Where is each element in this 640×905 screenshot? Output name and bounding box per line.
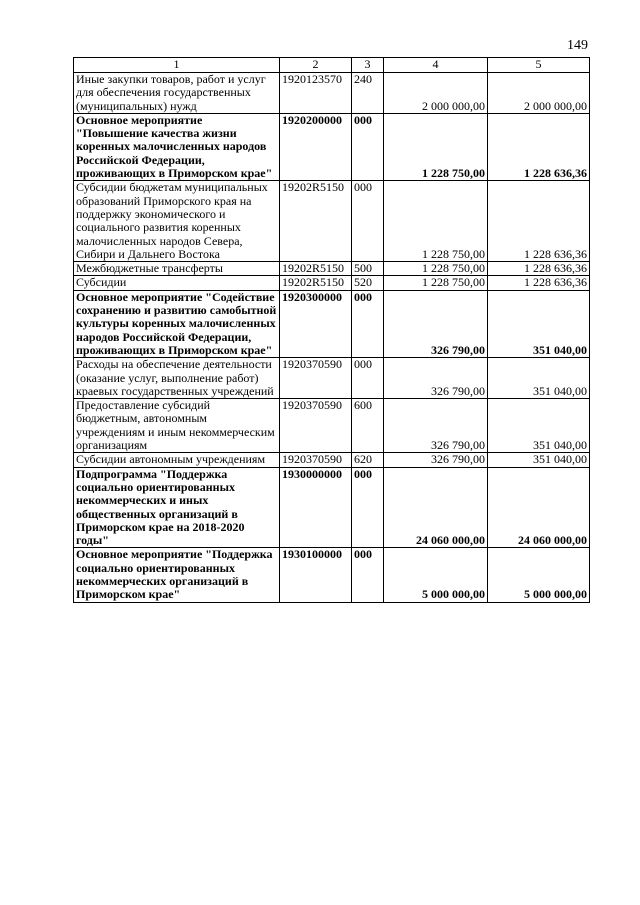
row-name-cell: Расходы на обеспечение деятельности (оказание услуг, выполнение работ) краевых государственных учреждений — [74, 358, 280, 399]
row-sum-2020-cell: 351 040,00 — [488, 453, 590, 467]
row-kind-cell: 620 — [352, 453, 384, 467]
row-sum-2019-cell: 1 228 750,00 — [384, 276, 488, 290]
row-name-cell: Субсидии — [74, 276, 280, 290]
row-kind-cell: 000 — [352, 548, 384, 602]
table-row — [74, 399, 590, 453]
column-header-1: 1 — [74, 58, 280, 73]
row-sum-2019-cell: 326 790,00 — [384, 290, 488, 357]
row-sum-2020-cell: 2 000 000,00 — [488, 73, 590, 114]
row-kind-cell: 500 — [352, 262, 384, 276]
row-sum-2019-cell: 5 000 000,00 — [384, 548, 488, 602]
row-name-cell: Субсидии автономным учреждениям — [74, 453, 280, 467]
table-row — [74, 290, 590, 357]
row-code-cell: 1920370590 — [280, 453, 352, 467]
column-header-5: 5 — [488, 58, 590, 73]
row-sum-2019-cell: 326 790,00 — [384, 399, 488, 453]
row-sum-2019-cell: 1 228 750,00 — [384, 113, 488, 180]
table-row — [74, 73, 590, 114]
row-code-cell: 1920200000 — [280, 113, 352, 180]
page-number: 149 — [567, 38, 588, 53]
table-row — [74, 358, 590, 399]
row-kind-cell: 000 — [352, 467, 384, 548]
row-name-cell: Субсидии бюджетам муниципальных образований Приморского края на поддержку экономического и социального развития коренных малочисленных народов Севера, Сибири и Дальнего Востока — [74, 181, 280, 262]
column-header-3: 3 — [352, 58, 384, 73]
row-kind-cell: 000 — [352, 181, 384, 262]
row-sum-2019-cell: 2 000 000,00 — [384, 73, 488, 114]
row-code-cell: 19202R5150 — [280, 181, 352, 262]
table-row — [74, 548, 590, 602]
row-sum-2019-cell: 326 790,00 — [384, 453, 488, 467]
row-name-cell: Предоставление субсидий бюджетным, автономным учреждениям и иным некоммерческим организациям — [74, 399, 280, 453]
row-kind-cell: 240 — [352, 73, 384, 114]
row-name-cell: Межбюджетные трансферты — [74, 262, 280, 276]
row-sum-2019-cell: 1 228 750,00 — [384, 262, 488, 276]
row-kind-cell: 520 — [352, 276, 384, 290]
column-header-4: 4 — [384, 58, 488, 73]
row-sum-2020-cell: 1 228 636,36 — [488, 262, 590, 276]
row-sum-2020-cell: 351 040,00 — [488, 399, 590, 453]
row-sum-2019-cell: 24 060 000,00 — [384, 467, 488, 548]
row-name-cell: Основное мероприятие "Поддержка социально ориентированных некоммерческих организаций в Приморском крае" — [74, 548, 280, 602]
row-code-cell: 1930000000 — [280, 467, 352, 548]
row-name-cell: Основное мероприятие "Повышение качества жизни коренных малочисленных народов Российской Федерации, проживающих в Приморском крае" — [74, 113, 280, 180]
row-sum-2020-cell: 351 040,00 — [488, 290, 590, 357]
row-sum-2020-cell: 351 040,00 — [488, 358, 590, 399]
row-code-cell: 1920370590 — [280, 399, 352, 453]
row-sum-2019-cell: 1 228 750,00 — [384, 181, 488, 262]
row-name-cell: Подпрограмма "Поддержка социально ориентированных некоммерческих и иных общественных организаций в Приморском крае на 2018-2020 годы" — [74, 467, 280, 548]
budget-table — [73, 57, 590, 603]
table-row — [74, 276, 590, 290]
table-row — [74, 181, 590, 262]
row-name-cell: Основное мероприятие "Содействие сохранению и развитию самобытной культуры коренных малочисленных народов Российской Федерации, проживающих в Приморском крае" — [74, 290, 280, 357]
column-header-2: 2 — [280, 58, 352, 73]
row-sum-2020-cell: 1 228 636,36 — [488, 113, 590, 180]
row-code-cell: 1920123570 — [280, 73, 352, 114]
row-sum-2020-cell: 1 228 636,36 — [488, 181, 590, 262]
row-code-cell: 19202R5150 — [280, 276, 352, 290]
table-row — [74, 453, 590, 467]
row-kind-cell: 600 — [352, 399, 384, 453]
row-name-cell: Иные закупки товаров, работ и услуг для обеспечения государственных (муниципальных) нужд — [74, 73, 280, 114]
row-code-cell: 1920370590 — [280, 358, 352, 399]
row-code-cell: 1930100000 — [280, 548, 352, 602]
row-code-cell: 1920300000 — [280, 290, 352, 357]
row-sum-2019-cell: 326 790,00 — [384, 358, 488, 399]
row-sum-2020-cell: 24 060 000,00 — [488, 467, 590, 548]
table-row — [74, 113, 590, 180]
table-row — [74, 262, 590, 276]
row-sum-2020-cell: 1 228 636,36 — [488, 276, 590, 290]
row-kind-cell: 000 — [352, 290, 384, 357]
table-header-row — [74, 58, 590, 73]
row-kind-cell: 000 — [352, 358, 384, 399]
row-code-cell: 19202R5150 — [280, 262, 352, 276]
row-kind-cell: 000 — [352, 113, 384, 180]
row-sum-2020-cell: 5 000 000,00 — [488, 548, 590, 602]
table-row — [74, 467, 590, 548]
